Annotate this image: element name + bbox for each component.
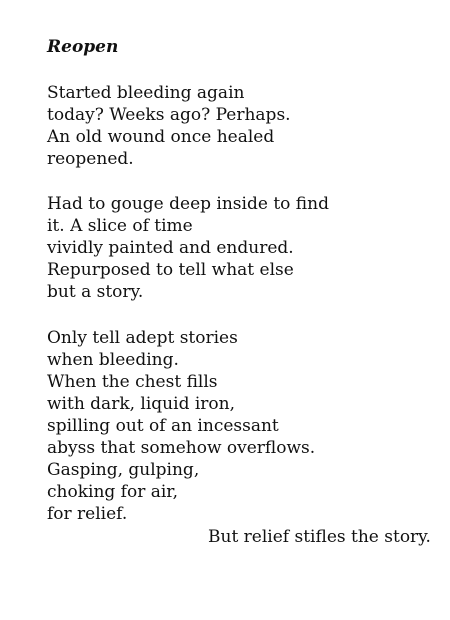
poem-line: choking for air, (47, 482, 178, 502)
closing-line: But relief stifles the story. (208, 527, 431, 547)
stanza-3 (47, 327, 315, 525)
poem-line: it. A slice of time (47, 216, 193, 236)
poem-line: when bleeding. (47, 350, 179, 370)
poem-line: reopened. (47, 149, 134, 169)
poem-line: for relief. (47, 504, 128, 524)
poem-line: An old wound once healed (47, 127, 275, 147)
poem-line: Started bleeding again (47, 83, 245, 103)
stanza-1 (47, 82, 291, 170)
poem-line: When the chest fills (47, 372, 218, 392)
poem-line: spilling out of an incessant (47, 416, 279, 436)
poem-line: Gasping, gulping, (47, 460, 200, 480)
poem-line: Had to gouge deep inside to find (47, 194, 329, 214)
poem-line: with dark, liquid iron, (47, 394, 236, 414)
poem-line: Only tell adept stories (47, 328, 238, 348)
poem-line: vividly painted and endured. (47, 238, 294, 258)
poem-line: today? Weeks ago? Perhaps. (47, 105, 291, 125)
poem-line: Repurposed to tell what else (47, 260, 294, 280)
poem-title: Reopen (47, 37, 119, 57)
poem-line: abyss that somehow overflows. (47, 438, 316, 458)
stanza-2 (47, 193, 329, 303)
poem-line: but a story. (47, 282, 144, 302)
